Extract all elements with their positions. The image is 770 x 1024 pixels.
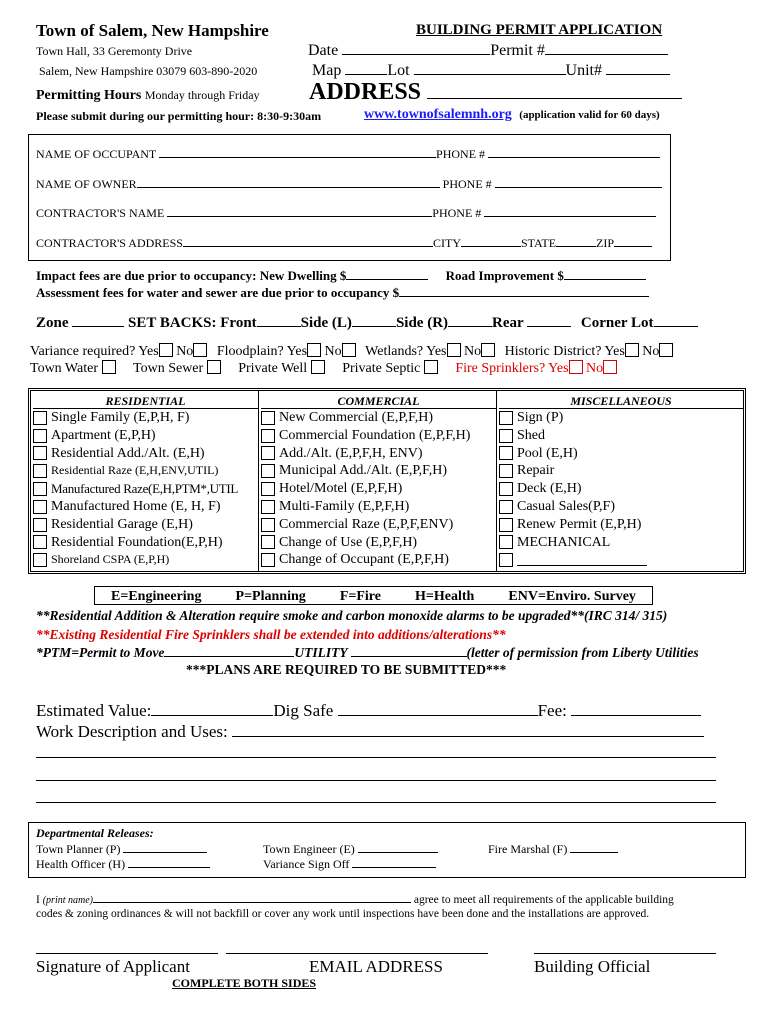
agreement-text-1: agree to meet all requirements of the applicable building <box>413 894 674 906</box>
commercial-item[interactable] <box>261 427 496 445</box>
residential-item[interactable] <box>33 516 258 534</box>
misc-checkbox[interactable] <box>499 553 513 567</box>
contractor-field[interactable] <box>167 205 432 217</box>
zoning-row <box>36 313 698 332</box>
agreement-text-2: codes & zoning ordinances & will not backfill or cover any work until inspections have been done and the installations are approved. <box>36 908 650 920</box>
column-divider <box>496 391 497 571</box>
floodplain-no-checkbox[interactable] <box>342 343 356 357</box>
misc-title: MISCELLANEOUS <box>499 393 743 409</box>
historic-no-label: No <box>642 344 660 359</box>
variance-sign-off-field[interactable] <box>352 857 436 868</box>
print-name-field[interactable] <box>93 893 411 903</box>
address-label: ADDRESS <box>309 79 422 105</box>
private-well-label: Private Well <box>238 361 308 376</box>
address-row <box>309 79 682 106</box>
assessment-fee-label: Assessment fees for water and sewer are due prior to occupancy $ <box>36 285 400 300</box>
lot-label: Lot <box>387 62 410 79</box>
misc-item[interactable] <box>499 534 743 552</box>
state-label: STATE <box>520 236 557 250</box>
commercial-label: Multi-Family (E,P,F,H) <box>279 498 410 514</box>
work-description-line-3[interactable] <box>36 780 716 781</box>
residential-title: RESIDENTIAL <box>33 393 258 409</box>
misc-label: MECHANICAL <box>517 534 611 550</box>
misc-checkbox[interactable] <box>499 535 513 549</box>
commercial-label: Hotel/Motel (E,P,F,H) <box>279 481 403 497</box>
town-address-line2: Salem, New Hampshire 03079 603-890-2020 <box>39 64 258 78</box>
commercial-item[interactable] <box>261 534 496 552</box>
residential-label: Manufactured Raze(E,H,PTM*,UTIL <box>51 481 239 497</box>
misc-item[interactable] <box>499 445 743 463</box>
variance-sign-off-label: Variance Sign Off <box>263 857 350 871</box>
fee-label: Fee: <box>537 701 567 720</box>
misc-item[interactable] <box>499 516 743 534</box>
occupant-label: NAME OF OCCUPANT <box>36 147 157 161</box>
rear-field[interactable] <box>527 313 571 327</box>
email-label: EMAIL ADDRESS <box>309 957 443 976</box>
questions-row2 <box>30 360 617 377</box>
commercial-checkbox[interactable] <box>261 535 275 549</box>
misc-item[interactable] <box>499 480 743 498</box>
zone-field[interactable] <box>72 313 124 327</box>
residential-checkbox[interactable] <box>33 535 47 549</box>
permitting-hours <box>36 88 260 104</box>
valid-note: (application valid for 60 days) <box>519 109 660 121</box>
floodplain-label: Floodplain? Yes <box>216 344 308 359</box>
fire-marshal-row <box>488 842 618 857</box>
health-officer-label: Health Officer (H) <box>36 857 126 871</box>
town-sewer-checkbox[interactable] <box>207 360 221 374</box>
misc-label: Sign (P) <box>517 410 564 425</box>
residential-column <box>33 393 258 569</box>
legend-engineering: E=Engineering <box>111 589 202 604</box>
residential-checkbox[interactable] <box>33 553 47 567</box>
column-divider <box>258 391 259 571</box>
residential-checkbox[interactable] <box>33 446 47 460</box>
setbacks-label: SET BACKS: Front <box>128 315 257 331</box>
impact-fee-field[interactable] <box>346 268 428 280</box>
corner-lot-field[interactable] <box>654 313 698 327</box>
estimate-row <box>36 701 701 721</box>
city-label: CITY <box>432 236 461 250</box>
legend <box>94 589 653 604</box>
side-r-field[interactable] <box>448 313 492 327</box>
occupant-phone-label: PHONE # <box>436 147 486 161</box>
date-permit-row <box>308 41 668 60</box>
private-septic-label: Private Septic <box>342 361 421 376</box>
variance-yes-checkbox[interactable] <box>159 343 173 357</box>
hours-value: Monday through Friday <box>144 88 260 102</box>
sprinkler-note: **Existing Residential Fire Sprinklers shall be extended into additions/alterations** <box>36 627 506 642</box>
road-fee-label: Road Improvement $ <box>445 268 564 283</box>
variance-no-checkbox[interactable] <box>193 343 207 357</box>
residential-label: Shoreland CSPA (E,P,H) <box>51 552 170 567</box>
complete-both-sides: COMPLETE BOTH SIDES <box>172 976 317 990</box>
residential-label: Residential Raze (E,H,ENV,UTIL) <box>51 463 219 478</box>
fire-sprinklers-label: Fire Sprinklers? Yes <box>455 361 569 376</box>
residential-item[interactable] <box>33 409 258 427</box>
work-description-row <box>36 722 704 742</box>
website-link[interactable]: www.townofsalemnh.org <box>364 107 512 122</box>
wetlands-yes-checkbox[interactable] <box>447 343 461 357</box>
misc-label[interactable] <box>517 554 647 566</box>
misc-checkbox[interactable] <box>499 500 513 514</box>
form-title: BUILDING PERMIT APPLICATION <box>416 22 663 38</box>
commercial-item[interactable] <box>261 409 496 427</box>
fire-marshal-label: Fire Marshal (F) <box>488 842 568 856</box>
commercial-checkbox[interactable] <box>261 429 275 443</box>
misc-checkbox[interactable] <box>499 411 513 425</box>
misc-checkbox[interactable] <box>499 429 513 443</box>
town-sewer-label: Town Sewer <box>133 361 204 376</box>
work-description-label: Work Description and Uses: <box>36 722 228 741</box>
misc-label: Casual Sales(P,F) <box>517 498 615 514</box>
work-description-field[interactable] <box>232 722 704 737</box>
owner-field[interactable] <box>137 176 440 188</box>
questions-row1 <box>30 343 673 360</box>
dig-safe-field[interactable] <box>338 701 538 716</box>
town-engineer-field[interactable] <box>358 842 438 853</box>
misc-label: Repair <box>517 463 555 479</box>
email-line[interactable] <box>226 953 488 954</box>
wetlands-label: Wetlands? Yes <box>365 344 447 359</box>
misc-checkbox[interactable] <box>499 446 513 460</box>
residential-label: Single Family (E,P,H, F) <box>51 410 190 425</box>
residential-checkbox[interactable] <box>33 464 47 478</box>
commercial-label: Commercial Raze (E,P,F,ENV) <box>279 516 454 532</box>
commercial-checkbox[interactable] <box>261 464 275 478</box>
estimated-value-field[interactable] <box>151 701 273 716</box>
unit-label: Unit# <box>565 62 602 79</box>
legend-fire: F=Fire <box>339 589 381 604</box>
misc-item[interactable] <box>499 427 743 445</box>
corner-lot-label: Corner Lot <box>580 315 654 331</box>
misc-checkbox[interactable] <box>499 482 513 496</box>
date-label: Date <box>308 42 339 59</box>
commercial-item[interactable] <box>261 498 496 516</box>
unit-field[interactable] <box>606 61 670 75</box>
commercial-item[interactable] <box>261 480 496 498</box>
occupant-row <box>36 146 660 162</box>
commercial-checkbox[interactable] <box>261 518 275 532</box>
commercial-checkbox[interactable] <box>261 482 275 496</box>
town-planner-field[interactable] <box>123 842 207 853</box>
commercial-checkbox[interactable] <box>261 500 275 514</box>
town-address-line1: Town Hall, 33 Geremonty Drive <box>36 44 193 58</box>
town-engineer-row <box>263 842 438 857</box>
private-septic-checkbox[interactable] <box>424 360 438 374</box>
town-engineer-label: Town Engineer (E) <box>263 842 355 856</box>
permit-label: Permit # <box>490 42 545 59</box>
zip-label: ZIP <box>596 236 615 250</box>
town-planner-label: Town Planner (P) <box>36 842 121 856</box>
floodplain-no-label: No <box>324 344 342 359</box>
impact-fee-label: Impact fees are due prior to occupancy: New Dwelling $ <box>36 268 347 283</box>
rear-label: Rear <box>492 315 524 331</box>
commercial-checkbox[interactable] <box>261 446 275 460</box>
side-l-label: Side (L) <box>300 315 352 331</box>
owner-row <box>36 176 662 192</box>
misc-label: Deck (E,H) <box>517 481 582 497</box>
legend-enviro: ENV=Enviro. Survey <box>508 589 636 604</box>
zone-label: Zone <box>36 315 69 331</box>
utility-label: UTILITY <box>294 645 348 660</box>
residential-item[interactable] <box>33 427 258 445</box>
occupant-phone-field[interactable] <box>488 146 660 158</box>
permit-field[interactable] <box>545 41 668 55</box>
side-r-label: Side (R) <box>395 315 449 331</box>
fire-sprinklers-no-checkbox[interactable] <box>603 360 617 374</box>
releases-title: Departmental Releases: <box>36 826 154 840</box>
commercial-label: Commercial Foundation (E,P,F,H) <box>279 427 471 443</box>
wetlands-no-checkbox[interactable] <box>481 343 495 357</box>
residential-item[interactable] <box>33 551 258 569</box>
variance-no-label: No <box>176 344 194 359</box>
residential-item[interactable] <box>33 462 258 480</box>
ptm-field[interactable] <box>164 645 294 657</box>
owner-label: NAME OF OWNER <box>36 177 137 191</box>
misc-checkbox[interactable] <box>499 464 513 478</box>
residential-label: Manufactured Home (E, H, F) <box>51 498 221 514</box>
state-field[interactable] <box>556 235 596 247</box>
contractor-address-field[interactable] <box>183 235 433 247</box>
town-water-checkbox[interactable] <box>102 360 116 374</box>
building-official-line[interactable] <box>534 953 716 954</box>
town-title: Town of Salem, New Hampshire <box>36 21 269 40</box>
smoke-alarm-note: **Residential Addition & Alteration require smoke and carbon monoxide alarms to be upgraded**(IRC 314/ 315) <box>36 608 668 623</box>
estimated-value-label: Estimated Value: <box>36 701 152 720</box>
owner-phone-label: PHONE # <box>442 177 492 191</box>
fire-marshal-field[interactable] <box>570 842 618 853</box>
website-row <box>364 107 660 123</box>
misc-label: Renew Permit (E,P,H) <box>517 516 642 532</box>
address-field[interactable] <box>427 79 682 99</box>
work-description-line-4[interactable] <box>36 802 716 803</box>
commercial-item[interactable] <box>261 462 496 480</box>
private-well-checkbox[interactable] <box>311 360 325 374</box>
contractor-row <box>36 205 656 221</box>
commercial-label: Add./Alt. (E,P,F,H, ENV) <box>279 445 423 461</box>
submit-note: Please submit during our permitting hour: 8:30-9:30am <box>36 109 322 123</box>
occupant-field[interactable] <box>159 146 436 158</box>
floodplain-yes-checkbox[interactable] <box>307 343 321 357</box>
road-fee-field[interactable] <box>564 268 646 280</box>
residential-item[interactable] <box>33 534 258 552</box>
residential-checkbox[interactable] <box>33 500 47 514</box>
historic-label: Historic District? Yes <box>504 344 625 359</box>
commercial-label: Change of Use (E,P,F,H) <box>279 534 418 550</box>
historic-yes-checkbox[interactable] <box>625 343 639 357</box>
contractor-address-row <box>36 235 652 251</box>
hours-label: Permitting Hours <box>36 88 142 103</box>
residential-checkbox[interactable] <box>33 411 47 425</box>
commercial-item[interactable] <box>261 551 496 569</box>
city-field[interactable] <box>461 235 521 247</box>
fire-sprinklers-yes-checkbox[interactable] <box>569 360 583 374</box>
commercial-title: COMMERCIAL <box>261 393 496 409</box>
commercial-checkbox[interactable] <box>261 553 275 567</box>
assessment-fee-field[interactable] <box>399 285 649 297</box>
map-label: Map <box>312 62 342 79</box>
commercial-label: New Commercial (E,P,F,H) <box>279 410 434 425</box>
front-field[interactable] <box>257 313 301 327</box>
residential-checkbox[interactable] <box>33 482 47 496</box>
commercial-column <box>261 393 496 569</box>
side-l-field[interactable] <box>352 313 396 327</box>
residential-checkbox[interactable] <box>33 518 47 532</box>
utility-field[interactable] <box>351 645 467 657</box>
assessment-fee-row <box>36 285 649 301</box>
signature-line[interactable] <box>36 953 218 954</box>
misc-column <box>499 393 743 569</box>
health-officer-row <box>36 857 210 872</box>
date-field[interactable] <box>342 41 490 55</box>
work-description-line-2[interactable] <box>36 757 716 758</box>
legend-planning: P=Planning <box>235 589 306 604</box>
agreement-row <box>36 893 674 906</box>
owner-phone-field[interactable] <box>495 176 662 188</box>
ptm-note: (letter of permission from Liberty Utilities <box>466 645 699 660</box>
commercial-item[interactable] <box>261 445 496 463</box>
variance-sign-off-row <box>263 857 436 872</box>
misc-checkbox[interactable] <box>499 518 513 532</box>
residential-label: Apartment (E,P,H) <box>51 427 156 443</box>
misc-item[interactable] <box>499 462 743 480</box>
print-name-label: (print name) <box>42 895 93 906</box>
dig-safe-label: Dig Safe <box>273 701 334 720</box>
commercial-label: Change of Occupant (E,P,F,H) <box>279 552 449 568</box>
ptm-note-row <box>36 645 699 661</box>
fee-field[interactable] <box>571 701 701 716</box>
health-officer-field[interactable] <box>128 857 210 868</box>
contractor-phone-field[interactable] <box>484 205 656 217</box>
plans-required-note: ***PLANS ARE REQUIRED TO BE SUBMITTED*** <box>186 662 507 677</box>
town-water-label: Town Water <box>30 361 99 376</box>
commercial-checkbox[interactable] <box>261 411 275 425</box>
historic-no-checkbox[interactable] <box>659 343 673 357</box>
residential-label: Residential Garage (E,H) <box>51 516 193 532</box>
contractor-phone-label: PHONE # <box>432 206 482 220</box>
residential-checkbox[interactable] <box>33 429 47 443</box>
misc-label: Pool (E,H) <box>517 445 578 461</box>
misc-item[interactable] <box>499 498 743 516</box>
wetlands-no-label: No <box>464 344 482 359</box>
impact-fee-row <box>36 268 646 284</box>
map-field[interactable] <box>345 61 387 75</box>
agreement-prefix: I <box>36 894 40 906</box>
contractor-label: CONTRACTOR'S NAME <box>36 206 165 220</box>
commercial-item[interactable] <box>261 516 496 534</box>
misc-label: Shed <box>517 427 545 443</box>
residential-item[interactable] <box>33 480 258 498</box>
zip-field[interactable] <box>614 235 652 247</box>
lot-field[interactable] <box>414 61 566 75</box>
town-planner-row <box>36 842 207 857</box>
misc-item[interactable] <box>499 551 743 569</box>
residential-item[interactable] <box>33 445 258 463</box>
contractor-address-label: CONTRACTOR'S ADDRESS <box>36 236 183 250</box>
variance-label: Variance required? Yes <box>30 344 159 359</box>
residential-label: Residential Foundation(E,P,H) <box>51 534 223 550</box>
fire-sprinklers-no-label: No <box>586 361 604 376</box>
residential-label: Residential Add./Alt. (E,H) <box>51 445 205 461</box>
legend-health: H=Health <box>415 589 475 604</box>
signature-label: Signature of Applicant <box>36 957 190 976</box>
commercial-label: Municipal Add./Alt. (E,P,F,H) <box>279 463 448 479</box>
building-official-label: Building Official <box>534 957 651 976</box>
ptm-label: *PTM=Permit to Move <box>36 645 165 660</box>
misc-item[interactable] <box>499 409 743 427</box>
residential-item[interactable] <box>33 498 258 516</box>
map-lot-row <box>312 61 670 80</box>
